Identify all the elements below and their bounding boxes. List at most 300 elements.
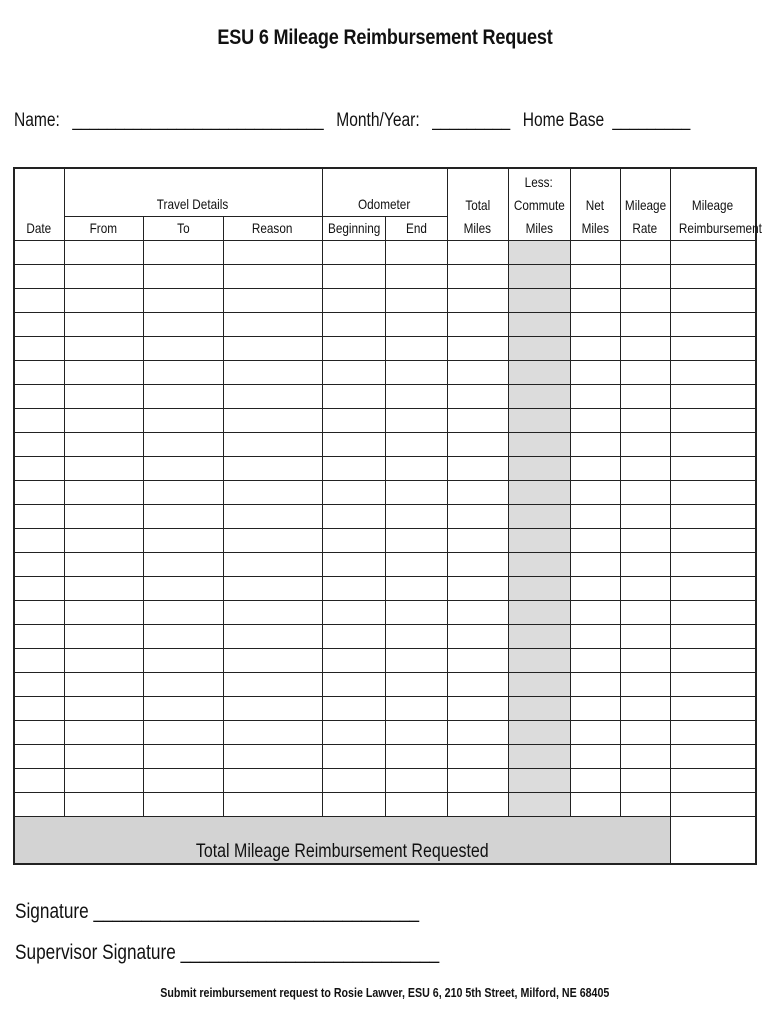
table-cell[interactable] bbox=[447, 576, 508, 600]
table-cell[interactable] bbox=[64, 288, 143, 312]
table-cell[interactable] bbox=[620, 456, 670, 480]
table-cell[interactable] bbox=[385, 288, 447, 312]
table-cell[interactable] bbox=[447, 792, 508, 816]
table-cell[interactable] bbox=[223, 336, 322, 360]
table-cell[interactable] bbox=[64, 768, 143, 792]
table-cell[interactable] bbox=[385, 264, 447, 288]
table-cell[interactable] bbox=[385, 576, 447, 600]
table-cell[interactable] bbox=[447, 432, 508, 456]
table-cell[interactable] bbox=[14, 792, 64, 816]
table-cell[interactable] bbox=[620, 432, 670, 456]
table-cell[interactable] bbox=[508, 792, 570, 816]
total-value-cell[interactable] bbox=[670, 816, 756, 864]
table-cell[interactable] bbox=[620, 408, 670, 432]
table-row bbox=[14, 264, 756, 288]
table-cell[interactable] bbox=[64, 744, 143, 768]
table-cell[interactable] bbox=[385, 672, 447, 696]
table-cell[interactable] bbox=[508, 480, 570, 504]
table-cell[interactable] bbox=[385, 600, 447, 624]
table-cell[interactable] bbox=[508, 456, 570, 480]
table-cell[interactable] bbox=[570, 360, 620, 384]
table-cell[interactable] bbox=[322, 672, 385, 696]
header-mileage-reimbursement: Mileage Reimbursement bbox=[670, 168, 756, 240]
table-cell[interactable] bbox=[14, 600, 64, 624]
table-cell[interactable] bbox=[620, 336, 670, 360]
table-cell[interactable] bbox=[447, 600, 508, 624]
table-cell[interactable] bbox=[447, 408, 508, 432]
table-cell[interactable] bbox=[670, 504, 756, 528]
table-cell[interactable] bbox=[670, 456, 756, 480]
table-cell[interactable] bbox=[670, 672, 756, 696]
table-cell[interactable] bbox=[447, 456, 508, 480]
table-cell[interactable] bbox=[620, 240, 670, 264]
table-cell[interactable] bbox=[570, 480, 620, 504]
table-cell[interactable] bbox=[447, 672, 508, 696]
table-cell[interactable] bbox=[508, 312, 570, 336]
table-cell[interactable] bbox=[570, 384, 620, 408]
table-cell[interactable] bbox=[620, 696, 670, 720]
table-cell[interactable] bbox=[143, 456, 223, 480]
table-cell[interactable] bbox=[385, 408, 447, 432]
header-total-miles: Total Miles bbox=[447, 168, 508, 240]
table-cell[interactable] bbox=[570, 624, 620, 648]
table-cell[interactable] bbox=[322, 240, 385, 264]
table-cell[interactable] bbox=[143, 360, 223, 384]
table-cell[interactable] bbox=[620, 672, 670, 696]
table-cell[interactable] bbox=[64, 312, 143, 336]
table-cell[interactable] bbox=[385, 456, 447, 480]
table-cell[interactable] bbox=[143, 720, 223, 744]
table-cell[interactable] bbox=[508, 384, 570, 408]
table-cell[interactable] bbox=[620, 384, 670, 408]
table-cell[interactable] bbox=[570, 456, 620, 480]
table-cell[interactable] bbox=[223, 552, 322, 576]
table-cell[interactable] bbox=[508, 600, 570, 624]
table-cell[interactable] bbox=[385, 696, 447, 720]
table-row bbox=[14, 480, 756, 504]
table-cell[interactable] bbox=[385, 432, 447, 456]
table-cell[interactable] bbox=[670, 360, 756, 384]
table-cell[interactable] bbox=[223, 576, 322, 600]
table-cell[interactable] bbox=[447, 552, 508, 576]
table-cell[interactable] bbox=[385, 528, 447, 552]
table-cell[interactable] bbox=[620, 288, 670, 312]
table-cell[interactable] bbox=[670, 552, 756, 576]
table-cell[interactable] bbox=[620, 720, 670, 744]
table-cell[interactable] bbox=[508, 768, 570, 792]
table-cell[interactable] bbox=[385, 720, 447, 744]
table-cell[interactable] bbox=[508, 552, 570, 576]
table-cell[interactable] bbox=[447, 624, 508, 648]
table-cell[interactable] bbox=[223, 384, 322, 408]
table-cell[interactable] bbox=[14, 672, 64, 696]
table-cell[interactable] bbox=[64, 360, 143, 384]
table-cell[interactable] bbox=[143, 600, 223, 624]
table-cell[interactable] bbox=[143, 552, 223, 576]
table-cell[interactable] bbox=[570, 240, 620, 264]
header-reason: Reason bbox=[223, 216, 322, 240]
table-cell[interactable] bbox=[670, 696, 756, 720]
table-cell[interactable] bbox=[508, 504, 570, 528]
table-cell[interactable] bbox=[508, 336, 570, 360]
table-cell[interactable] bbox=[14, 408, 64, 432]
table-cell[interactable] bbox=[322, 504, 385, 528]
table-cell[interactable] bbox=[385, 768, 447, 792]
table-cell[interactable] bbox=[223, 432, 322, 456]
table-cell[interactable] bbox=[620, 552, 670, 576]
table-cell[interactable] bbox=[447, 360, 508, 384]
table-cell[interactable] bbox=[14, 624, 64, 648]
table-cell[interactable] bbox=[322, 288, 385, 312]
table-cell[interactable] bbox=[508, 720, 570, 744]
table-cell[interactable] bbox=[570, 264, 620, 288]
table-cell[interactable] bbox=[322, 720, 385, 744]
table-cell[interactable] bbox=[570, 552, 620, 576]
supervisor-signature-line bbox=[15, 941, 439, 965]
table-cell[interactable] bbox=[570, 792, 620, 816]
table-cell[interactable] bbox=[385, 360, 447, 384]
table-cell[interactable] bbox=[322, 576, 385, 600]
table-cell[interactable] bbox=[570, 720, 620, 744]
table-cell[interactable] bbox=[143, 528, 223, 552]
header-mileage-rate: Mileage Rate bbox=[620, 168, 670, 240]
table-cell[interactable] bbox=[143, 672, 223, 696]
table-cell[interactable] bbox=[670, 480, 756, 504]
table-cell[interactable] bbox=[223, 768, 322, 792]
table-cell[interactable] bbox=[570, 288, 620, 312]
home-base-field[interactable]: _________ bbox=[612, 110, 691, 131]
table-cell[interactable] bbox=[322, 384, 385, 408]
table-cell[interactable] bbox=[508, 408, 570, 432]
table-cell[interactable] bbox=[620, 528, 670, 552]
table-cell[interactable] bbox=[143, 768, 223, 792]
table-cell[interactable] bbox=[447, 312, 508, 336]
table-cell[interactable] bbox=[14, 336, 64, 360]
table-cell[interactable] bbox=[620, 360, 670, 384]
header-end: End bbox=[385, 216, 447, 240]
table-cell[interactable] bbox=[570, 408, 620, 432]
table-cell[interactable] bbox=[64, 792, 143, 816]
table-cell[interactable] bbox=[223, 696, 322, 720]
table-cell[interactable] bbox=[570, 672, 620, 696]
table-cell[interactable] bbox=[670, 528, 756, 552]
table-cell[interactable] bbox=[143, 576, 223, 600]
table-cell[interactable] bbox=[385, 312, 447, 336]
table-row bbox=[14, 744, 756, 768]
table-cell[interactable] bbox=[64, 696, 143, 720]
table-cell[interactable] bbox=[143, 240, 223, 264]
table-cell[interactable] bbox=[14, 744, 64, 768]
table-cell[interactable] bbox=[223, 408, 322, 432]
table-cell[interactable] bbox=[570, 648, 620, 672]
table-cell[interactable] bbox=[670, 264, 756, 288]
table-cell[interactable] bbox=[447, 336, 508, 360]
table-cell[interactable] bbox=[670, 648, 756, 672]
signature-label: Signature bbox=[15, 900, 89, 923]
table-cell[interactable] bbox=[14, 720, 64, 744]
table-cell[interactable] bbox=[143, 792, 223, 816]
table-cell[interactable] bbox=[670, 792, 756, 816]
table-cell[interactable] bbox=[14, 528, 64, 552]
table-cell[interactable] bbox=[570, 696, 620, 720]
name-field[interactable]: _____________________________ bbox=[72, 110, 324, 131]
table-cell[interactable] bbox=[143, 624, 223, 648]
table-cell[interactable] bbox=[223, 288, 322, 312]
table-cell[interactable] bbox=[322, 600, 385, 624]
table-cell[interactable] bbox=[14, 384, 64, 408]
table-cell[interactable] bbox=[223, 600, 322, 624]
table-cell[interactable] bbox=[620, 768, 670, 792]
table-cell[interactable] bbox=[322, 432, 385, 456]
table-cell[interactable] bbox=[322, 480, 385, 504]
table-cell[interactable] bbox=[570, 744, 620, 768]
table-cell[interactable] bbox=[447, 768, 508, 792]
table-cell[interactable] bbox=[385, 240, 447, 264]
table-cell[interactable] bbox=[670, 768, 756, 792]
table-cell[interactable] bbox=[143, 384, 223, 408]
table-row bbox=[14, 336, 756, 360]
table-cell[interactable] bbox=[322, 624, 385, 648]
table-cell[interactable] bbox=[143, 432, 223, 456]
table-cell[interactable] bbox=[14, 456, 64, 480]
table-cell[interactable] bbox=[64, 720, 143, 744]
table-cell[interactable] bbox=[670, 600, 756, 624]
table-cell[interactable] bbox=[14, 480, 64, 504]
table-cell[interactable] bbox=[322, 408, 385, 432]
header-travel-details: Travel Details bbox=[64, 168, 322, 216]
table-cell[interactable] bbox=[620, 480, 670, 504]
table-cell[interactable] bbox=[322, 696, 385, 720]
table-cell[interactable] bbox=[620, 648, 670, 672]
table-cell[interactable] bbox=[508, 240, 570, 264]
table-cell[interactable] bbox=[14, 576, 64, 600]
table-cell[interactable] bbox=[223, 480, 322, 504]
table-cell[interactable] bbox=[447, 696, 508, 720]
table-cell[interactable] bbox=[322, 360, 385, 384]
table-cell[interactable] bbox=[385, 552, 447, 576]
table-cell[interactable] bbox=[508, 360, 570, 384]
table-cell[interactable] bbox=[14, 240, 64, 264]
table-cell[interactable] bbox=[64, 432, 143, 456]
page-title: ESU 6 Mileage Reimbursement Request bbox=[217, 26, 553, 49]
table-cell[interactable] bbox=[670, 624, 756, 648]
table-cell[interactable] bbox=[670, 384, 756, 408]
table-cell[interactable] bbox=[447, 264, 508, 288]
table-cell[interactable] bbox=[143, 288, 223, 312]
table-cell[interactable] bbox=[670, 408, 756, 432]
table-row bbox=[14, 408, 756, 432]
table-cell[interactable] bbox=[570, 528, 620, 552]
table-cell[interactable] bbox=[223, 792, 322, 816]
table-cell[interactable] bbox=[64, 408, 143, 432]
table-cell[interactable] bbox=[385, 336, 447, 360]
table-cell[interactable] bbox=[670, 336, 756, 360]
table-cell[interactable] bbox=[447, 288, 508, 312]
table-cell[interactable] bbox=[14, 768, 64, 792]
table-cell[interactable] bbox=[143, 264, 223, 288]
table-cell[interactable] bbox=[620, 264, 670, 288]
table-cell[interactable] bbox=[447, 384, 508, 408]
table-cell[interactable] bbox=[64, 576, 143, 600]
table-cell[interactable] bbox=[322, 336, 385, 360]
table-cell[interactable] bbox=[223, 528, 322, 552]
table-cell[interactable] bbox=[14, 432, 64, 456]
table-cell[interactable] bbox=[14, 504, 64, 528]
month-year-label: Month/Year: bbox=[336, 110, 420, 131]
table-cell[interactable] bbox=[14, 648, 64, 672]
table-cell[interactable] bbox=[322, 768, 385, 792]
header-commute-miles: Less: Commute Miles bbox=[508, 168, 570, 240]
supervisor-signature-field[interactable]: ___________________________ bbox=[180, 941, 440, 964]
table-cell[interactable] bbox=[570, 768, 620, 792]
table-row bbox=[14, 504, 756, 528]
table-cell[interactable] bbox=[385, 624, 447, 648]
table-cell[interactable] bbox=[143, 312, 223, 336]
table-cell[interactable] bbox=[447, 240, 508, 264]
table-cell[interactable] bbox=[620, 744, 670, 768]
table-cell[interactable] bbox=[620, 312, 670, 336]
table-cell[interactable] bbox=[64, 528, 143, 552]
total-label: Total Mileage Reimbursement Requested bbox=[14, 816, 670, 864]
table-cell[interactable] bbox=[223, 240, 322, 264]
table-cell[interactable] bbox=[385, 744, 447, 768]
table-cell[interactable] bbox=[223, 456, 322, 480]
table-cell[interactable] bbox=[385, 480, 447, 504]
table-cell[interactable] bbox=[508, 528, 570, 552]
table-cell[interactable] bbox=[143, 336, 223, 360]
table-cell[interactable] bbox=[223, 648, 322, 672]
table-cell[interactable] bbox=[670, 720, 756, 744]
table-cell[interactable] bbox=[64, 480, 143, 504]
table-cell[interactable] bbox=[620, 504, 670, 528]
table-cell[interactable] bbox=[508, 264, 570, 288]
table-cell[interactable] bbox=[570, 504, 620, 528]
table-row bbox=[14, 792, 756, 816]
table-cell[interactable] bbox=[385, 384, 447, 408]
table-cell[interactable] bbox=[570, 336, 620, 360]
table-row bbox=[14, 552, 756, 576]
table-cell[interactable] bbox=[508, 648, 570, 672]
table-cell[interactable] bbox=[223, 720, 322, 744]
supervisor-signature-label: Supervisor Signature bbox=[15, 941, 176, 964]
table-cell[interactable] bbox=[508, 624, 570, 648]
table-cell[interactable] bbox=[143, 648, 223, 672]
month-year-field[interactable]: _________ bbox=[432, 110, 511, 131]
table-cell[interactable] bbox=[14, 312, 64, 336]
table-cell[interactable] bbox=[223, 504, 322, 528]
table-cell[interactable] bbox=[620, 576, 670, 600]
table-cell[interactable] bbox=[223, 360, 322, 384]
table-cell[interactable] bbox=[64, 624, 143, 648]
table-cell[interactable] bbox=[64, 264, 143, 288]
table-cell[interactable] bbox=[64, 336, 143, 360]
table-cell[interactable] bbox=[64, 552, 143, 576]
table-cell[interactable] bbox=[223, 744, 322, 768]
table-cell[interactable] bbox=[670, 744, 756, 768]
table-cell[interactable] bbox=[64, 384, 143, 408]
table-cell[interactable] bbox=[570, 312, 620, 336]
table-cell[interactable] bbox=[64, 456, 143, 480]
table-cell[interactable] bbox=[64, 504, 143, 528]
table-cell[interactable] bbox=[447, 480, 508, 504]
table-cell[interactable] bbox=[14, 264, 64, 288]
table-cell[interactable] bbox=[143, 696, 223, 720]
table-cell[interactable] bbox=[447, 528, 508, 552]
table-cell[interactable] bbox=[322, 264, 385, 288]
table-cell[interactable] bbox=[322, 552, 385, 576]
table-cell[interactable] bbox=[14, 552, 64, 576]
table-cell[interactable] bbox=[670, 288, 756, 312]
table-cell[interactable] bbox=[223, 264, 322, 288]
table-cell[interactable] bbox=[570, 576, 620, 600]
table-cell[interactable] bbox=[508, 432, 570, 456]
table-cell[interactable] bbox=[143, 504, 223, 528]
table-cell[interactable] bbox=[620, 600, 670, 624]
table-cell[interactable] bbox=[385, 792, 447, 816]
table-cell[interactable] bbox=[385, 504, 447, 528]
table-cell[interactable] bbox=[670, 312, 756, 336]
table-cell[interactable] bbox=[570, 600, 620, 624]
table-row bbox=[14, 384, 756, 408]
table-cell[interactable] bbox=[322, 312, 385, 336]
table-cell[interactable] bbox=[447, 720, 508, 744]
table-cell[interactable] bbox=[322, 648, 385, 672]
header-date: Date bbox=[14, 168, 64, 240]
table-cell[interactable] bbox=[143, 744, 223, 768]
table-cell[interactable] bbox=[620, 792, 670, 816]
table-cell[interactable] bbox=[670, 576, 756, 600]
table-cell[interactable] bbox=[64, 600, 143, 624]
table-cell[interactable] bbox=[447, 648, 508, 672]
table-cell[interactable] bbox=[64, 672, 143, 696]
table-cell[interactable] bbox=[670, 240, 756, 264]
signature-field[interactable]: __________________________________ bbox=[93, 900, 420, 923]
header-net-miles: Net Miles bbox=[570, 168, 620, 240]
table-row bbox=[14, 360, 756, 384]
table-cell[interactable] bbox=[14, 288, 64, 312]
header-beginning: Beginning bbox=[322, 216, 385, 240]
table-cell[interactable] bbox=[570, 432, 620, 456]
table-cell[interactable] bbox=[223, 624, 322, 648]
table-cell[interactable] bbox=[508, 696, 570, 720]
table-cell[interactable] bbox=[223, 312, 322, 336]
table-cell[interactable] bbox=[64, 648, 143, 672]
table-cell[interactable] bbox=[508, 672, 570, 696]
table-cell[interactable] bbox=[447, 744, 508, 768]
table-cell[interactable] bbox=[143, 408, 223, 432]
table-cell[interactable] bbox=[322, 792, 385, 816]
table-cell[interactable] bbox=[322, 456, 385, 480]
table-cell[interactable] bbox=[447, 504, 508, 528]
table-cell[interactable] bbox=[14, 696, 64, 720]
table-cell[interactable] bbox=[620, 624, 670, 648]
header-odometer: Odometer bbox=[322, 168, 447, 216]
table-cell[interactable] bbox=[670, 432, 756, 456]
table-cell[interactable] bbox=[322, 744, 385, 768]
table-row bbox=[14, 456, 756, 480]
table-cell[interactable] bbox=[508, 576, 570, 600]
table-cell[interactable] bbox=[64, 240, 143, 264]
table-cell[interactable] bbox=[385, 648, 447, 672]
table-cell[interactable] bbox=[143, 480, 223, 504]
table-cell[interactable] bbox=[223, 672, 322, 696]
table-cell[interactable] bbox=[508, 288, 570, 312]
table-row bbox=[14, 696, 756, 720]
table-cell[interactable] bbox=[322, 528, 385, 552]
table-row bbox=[14, 240, 756, 264]
table-cell[interactable] bbox=[14, 360, 64, 384]
table-cell[interactable] bbox=[508, 744, 570, 768]
